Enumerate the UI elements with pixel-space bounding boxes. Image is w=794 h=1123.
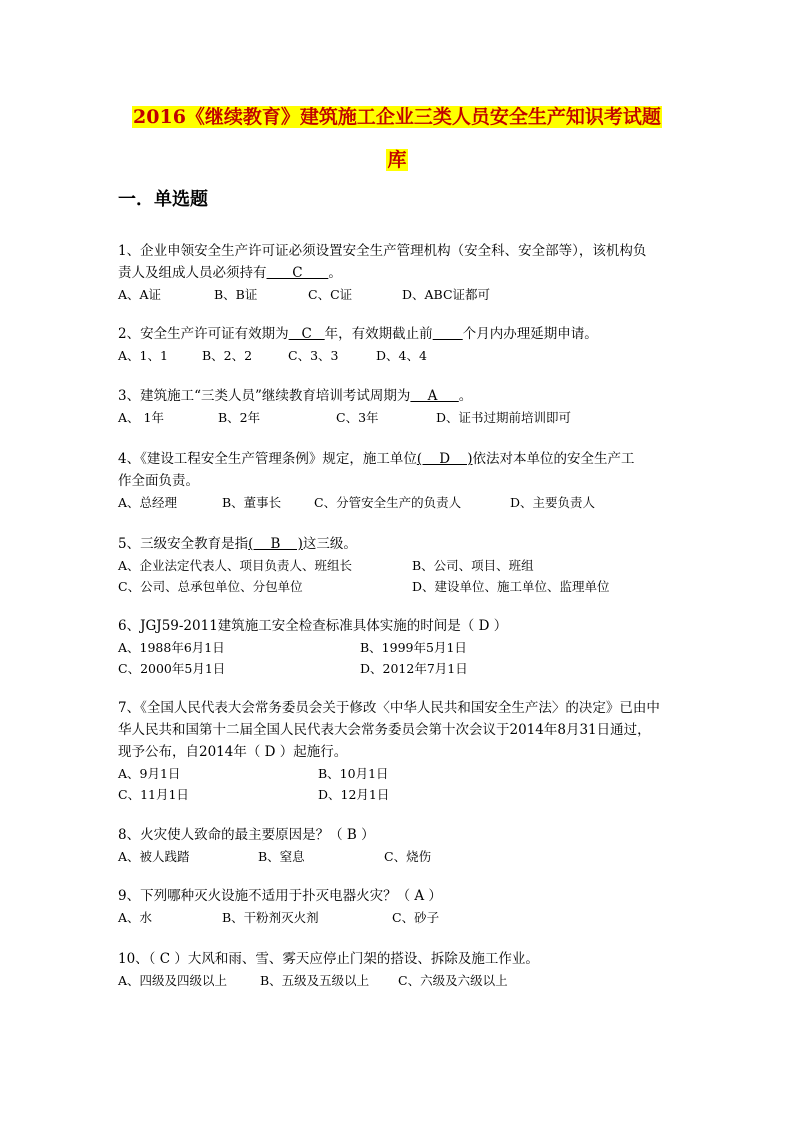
answer-option: D、12月1日 (318, 787, 390, 802)
answer-option: B、公司、项目、班组 (412, 558, 534, 573)
question-7 (118, 697, 678, 805)
document-title-line2: 库 (387, 149, 407, 171)
option-row (118, 407, 678, 428)
answer-option: C、11月1日 (118, 787, 189, 802)
option-row (118, 555, 678, 576)
answer-option: B、B证 (214, 287, 258, 302)
option-row (118, 637, 678, 658)
answer-option: A、A证 (118, 287, 162, 302)
answer-option: D、2012年7月1日 (360, 661, 468, 676)
answer-option: C、公司、总承包单位、分包单位 (118, 579, 303, 594)
question-text: 年，有效期截止前 (324, 326, 433, 342)
answer-option: A、1、1 (118, 348, 168, 363)
answer-option: C、烧伤 (384, 849, 432, 864)
question-4 (118, 448, 678, 513)
question-text: 依法对本单位的安全生产工 (472, 451, 635, 467)
answer-option: A、总经理 (118, 495, 178, 510)
question-text: 8、火灾使人致命的最主要原因是？（ B ） (118, 827, 375, 843)
option-row (118, 846, 678, 867)
question-text-line (118, 948, 678, 970)
question-text: 。 (458, 388, 473, 404)
answer-option: D、ABC证都可 (402, 287, 491, 302)
answer-option: A、1988年6月1日 (118, 640, 225, 655)
question-text: 4、《建设工程安全生产管理条例》规定，施工单位 (118, 451, 417, 467)
answer-option: A、 1年 (118, 410, 164, 425)
section-heading: 一．单选题 (118, 189, 208, 210)
question-text-line (118, 885, 678, 907)
question-5 (118, 533, 678, 597)
question-text-line (118, 741, 678, 763)
answer-option: A、企业法定代表人、项目负责人、班组长 (118, 558, 353, 573)
option-row (118, 907, 678, 928)
question-text-line (118, 448, 678, 470)
question-text-line (118, 323, 678, 345)
answer-option: D、证书过期前培训即可 (436, 410, 572, 425)
answer-option: A、被人践踏 (118, 849, 190, 864)
answer-option: A、四级及四级以上 (118, 973, 228, 988)
answer-option: A、9月1日 (118, 766, 181, 781)
question-text: 6、JGJ59-2011建筑施工安全检查标准具体实施的时间是（ D ） (118, 618, 508, 634)
question-text: 责人及组成人员必须持有 (118, 265, 267, 281)
answer-option: C、分管安全生产的负责人 (314, 495, 462, 510)
answer-option: D、4、4 (376, 348, 427, 363)
answer-blank: C (266, 265, 329, 281)
question-text-line (118, 719, 678, 741)
question-text: 3、建筑施工“三类人员”继续教育培训考试周期为 (118, 388, 411, 404)
question-8 (118, 824, 678, 867)
question-text: 作全面负责。 (118, 473, 199, 489)
question-text-line (118, 824, 678, 846)
question-text: 。 (328, 265, 342, 281)
answer-option: A、水 (118, 910, 153, 925)
answer-blank (433, 326, 463, 342)
answer-blank: A (410, 388, 459, 404)
question-text: 2、安全生产许可证有效期为 (118, 326, 289, 342)
document-title-line1: 2016《继续教育》建筑施工企业三类人员安全生产知识考试题 (133, 106, 661, 128)
question-9 (118, 885, 678, 928)
answer-option: B、窒息 (258, 849, 305, 864)
answer-option: B、董事长 (222, 495, 282, 510)
question-text: 这三级。 (302, 536, 357, 552)
answer-option: C、C证 (308, 287, 353, 302)
question-text: 个月内办理延期申请。 (462, 326, 598, 342)
question-text: 5、三级安全教育是指 (118, 536, 249, 552)
option-row (118, 970, 678, 991)
question-1 (118, 240, 678, 305)
option-row (118, 492, 678, 513)
answer-option: C、3、3 (288, 348, 339, 363)
answer-blank: ( B ) (248, 536, 303, 552)
answer-option: D、主要负责人 (510, 495, 596, 510)
answer-option: B、2年 (218, 410, 261, 425)
question-text: 10、（ C ）大风和雨、雪、雾天应停止门架的搭设、拆除及施工作业。 (118, 951, 539, 967)
answer-option: D、建设单位、施工单位、监理单位 (412, 579, 610, 594)
answer-blank: ( D ) (416, 451, 473, 467)
question-3 (118, 385, 678, 428)
answer-option: C、3年 (336, 410, 379, 425)
question-text: 1、企业申领安全生产许可证必须设置安全生产管理机构（安全科、安全部等），该机构负 (118, 243, 647, 259)
question-text-line (118, 470, 678, 492)
question-text-line (118, 615, 678, 637)
question-10 (118, 948, 678, 991)
option-row (118, 576, 678, 597)
question-text: 华人民共和国第十二届全国人民代表大会常务委员会第十次会议于2014年8月31日通过， (118, 722, 651, 738)
answer-option: B、10月1日 (318, 766, 389, 781)
option-row (118, 784, 678, 805)
question-6 (118, 615, 678, 679)
question-2 (118, 323, 678, 366)
answer-blank: C (288, 326, 325, 342)
answer-option: C、六级及六级以上 (398, 973, 508, 988)
question-text: 9、下列哪种灭火设施不适用于扑灭电器火灾？（ A ） (118, 888, 442, 904)
answer-option: C、2000年5月1日 (118, 661, 226, 676)
answer-option: B、干粉剂灭火剂 (222, 910, 319, 925)
option-row (118, 658, 678, 679)
option-row (118, 284, 678, 305)
question-text-line (118, 262, 678, 284)
question-text-line (118, 697, 678, 719)
question-text: 7、《全国人民代表大会常务委员会关于修改〈中华人民共和国安全生产法〉的决定》已由中 (118, 700, 660, 716)
answer-option: B、五级及五级以上 (260, 973, 370, 988)
option-row (118, 763, 678, 784)
option-row (118, 345, 678, 366)
question-text: 现予公布，自2014年（ D ）起施行。 (118, 744, 348, 760)
question-text-line (118, 240, 678, 262)
question-text-line (118, 385, 678, 407)
answer-option: C、砂子 (392, 910, 440, 925)
question-text-line (118, 533, 678, 555)
answer-option: B、1999年5月1日 (360, 640, 467, 655)
answer-option: B、2、2 (202, 348, 253, 363)
